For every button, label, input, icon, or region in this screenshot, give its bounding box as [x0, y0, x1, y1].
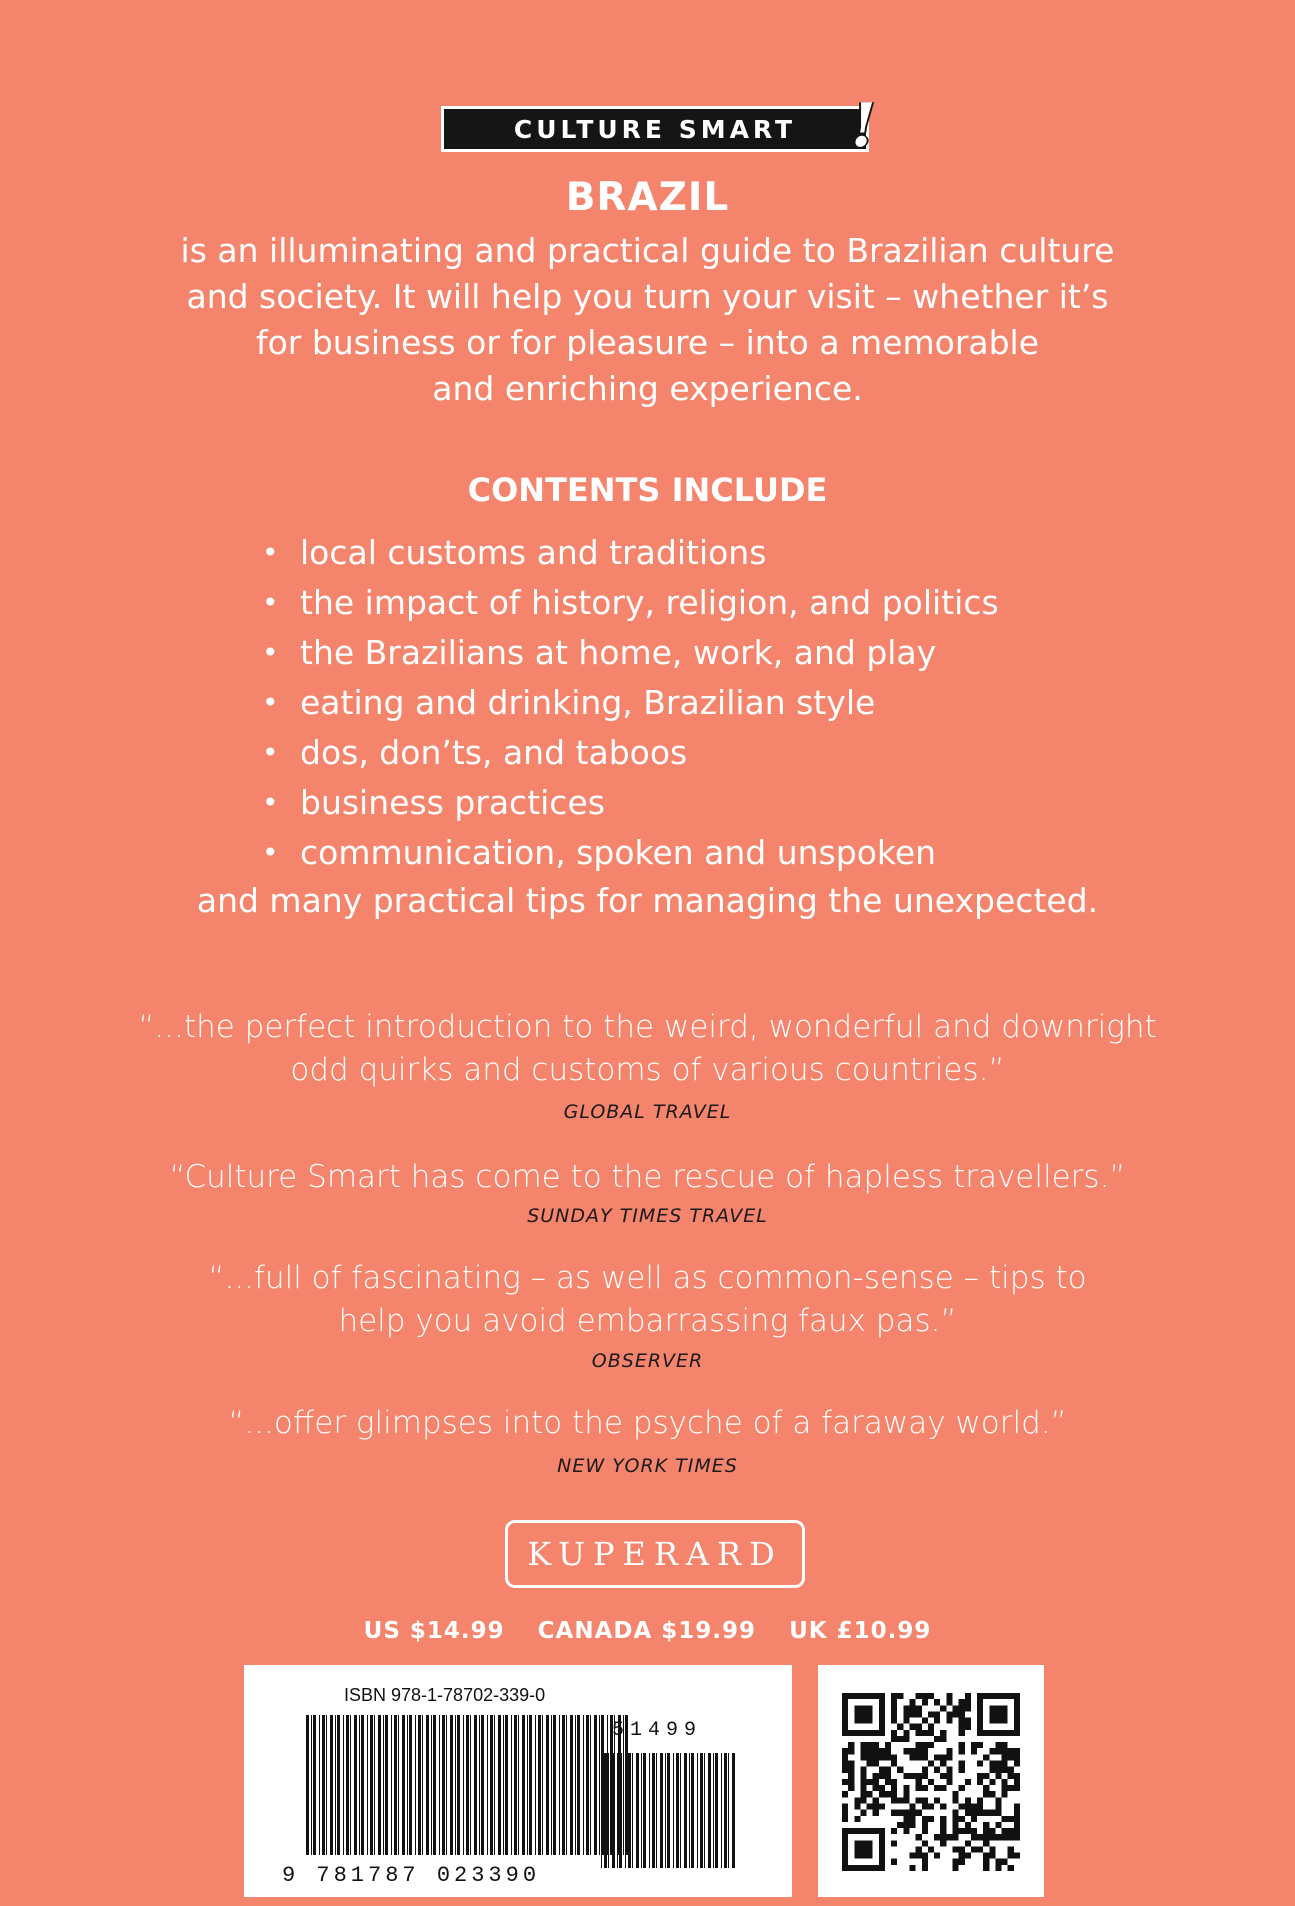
ean-barcode-icon [304, 1715, 634, 1855]
bullet-dot-icon: • [262, 836, 279, 869]
list-item-text: dos, don’ts, and taboos [300, 733, 688, 772]
quote-line: help you avoid embarrassing faux pas.” [338, 1303, 957, 1339]
list-item-text: communication, spoken and unspoken [300, 833, 937, 872]
quote-line: “...offer glimpses into the psyche of a faraway world.” [228, 1405, 1067, 1441]
quote-source: GLOBAL TRAVEL [563, 1101, 732, 1123]
bullet-dot-icon: • [262, 786, 279, 819]
bullet-dot-icon: • [262, 536, 279, 569]
quote-line: odd quirks and customs of various countries.” [290, 1052, 1005, 1088]
price-us: US $14.99 [363, 1618, 505, 1644]
quote-source: OBSERVER [591, 1350, 704, 1372]
publisher-logo: KUPERARD [505, 1520, 805, 1588]
quote-sunday-times [0, 1156, 1295, 1199]
list-item-text: the impact of history, religion, and politics [300, 583, 999, 622]
culture-smart-badge [441, 91, 881, 161]
bullet-dot-icon: • [262, 686, 279, 719]
list-item [262, 628, 999, 678]
price-canada: CANADA $19.99 [537, 1618, 757, 1644]
addon-barcode-icon [599, 1753, 739, 1868]
ean-number: 9 781787 023390 [282, 1863, 541, 1888]
qr-code-icon [842, 1693, 1020, 1871]
quote-source: SUNDAY TIMES TRAVEL [527, 1205, 768, 1227]
quote-global-travel [0, 1006, 1295, 1092]
intro-paragraph [0, 228, 1295, 412]
quote-line: “...the perfect introduction to the weird, wonderful and downright [138, 1009, 1157, 1045]
intro-line: and enriching experience. [432, 369, 863, 408]
list-item [262, 528, 999, 578]
contents-closing: and many practical tips for managing the unexpected. [196, 881, 1099, 920]
quote-new-york-times [0, 1402, 1295, 1445]
list-item [262, 578, 999, 628]
list-item-text: eating and drinking, Brazilian style [300, 683, 876, 722]
quote-line: “Culture Smart has come to the rescue of hapless travellers.” [169, 1159, 1126, 1195]
list-item [262, 828, 999, 878]
bullet-dot-icon: • [262, 736, 279, 769]
list-item [262, 728, 999, 778]
series-name: CULTURE SMART [513, 114, 797, 144]
list-item [262, 778, 999, 828]
intro-line: and society. It will help you turn your visit – whether it’s [186, 277, 1109, 316]
exclamation-mark-logo: ! [844, 91, 881, 161]
quote-source: NEW YORK TIMES [557, 1455, 738, 1477]
bullet-dot-icon: • [262, 636, 279, 669]
contents-list [262, 528, 999, 878]
bullet-dot-icon: • [262, 586, 279, 619]
book-title: BRAZIL [565, 175, 730, 220]
isbn-label: ISBN 978-1-78702-339-0 [344, 1685, 546, 1705]
qr-panel [818, 1665, 1044, 1897]
price-uk: UK £10.99 [789, 1618, 932, 1644]
list-item-text: business practices [300, 783, 605, 822]
list-item-text: the Brazilians at home, work, and play [300, 633, 937, 672]
intro-line: for business or for pleasure – into a memorable [255, 323, 1040, 362]
quote-line: “...full of fascinating – as well as common-sense – tips to [208, 1260, 1087, 1296]
contents-heading: CONTENTS INCLUDE [467, 471, 828, 509]
barcode-panel [244, 1665, 792, 1897]
list-item-text: local customs and traditions [300, 533, 767, 572]
price-list [0, 1618, 1295, 1644]
list-item [262, 678, 999, 728]
quote-observer [0, 1257, 1295, 1343]
addon-number: 51499 [612, 1719, 703, 1742]
intro-line: is an illuminating and practical guide to Brazilian culture [180, 231, 1115, 270]
